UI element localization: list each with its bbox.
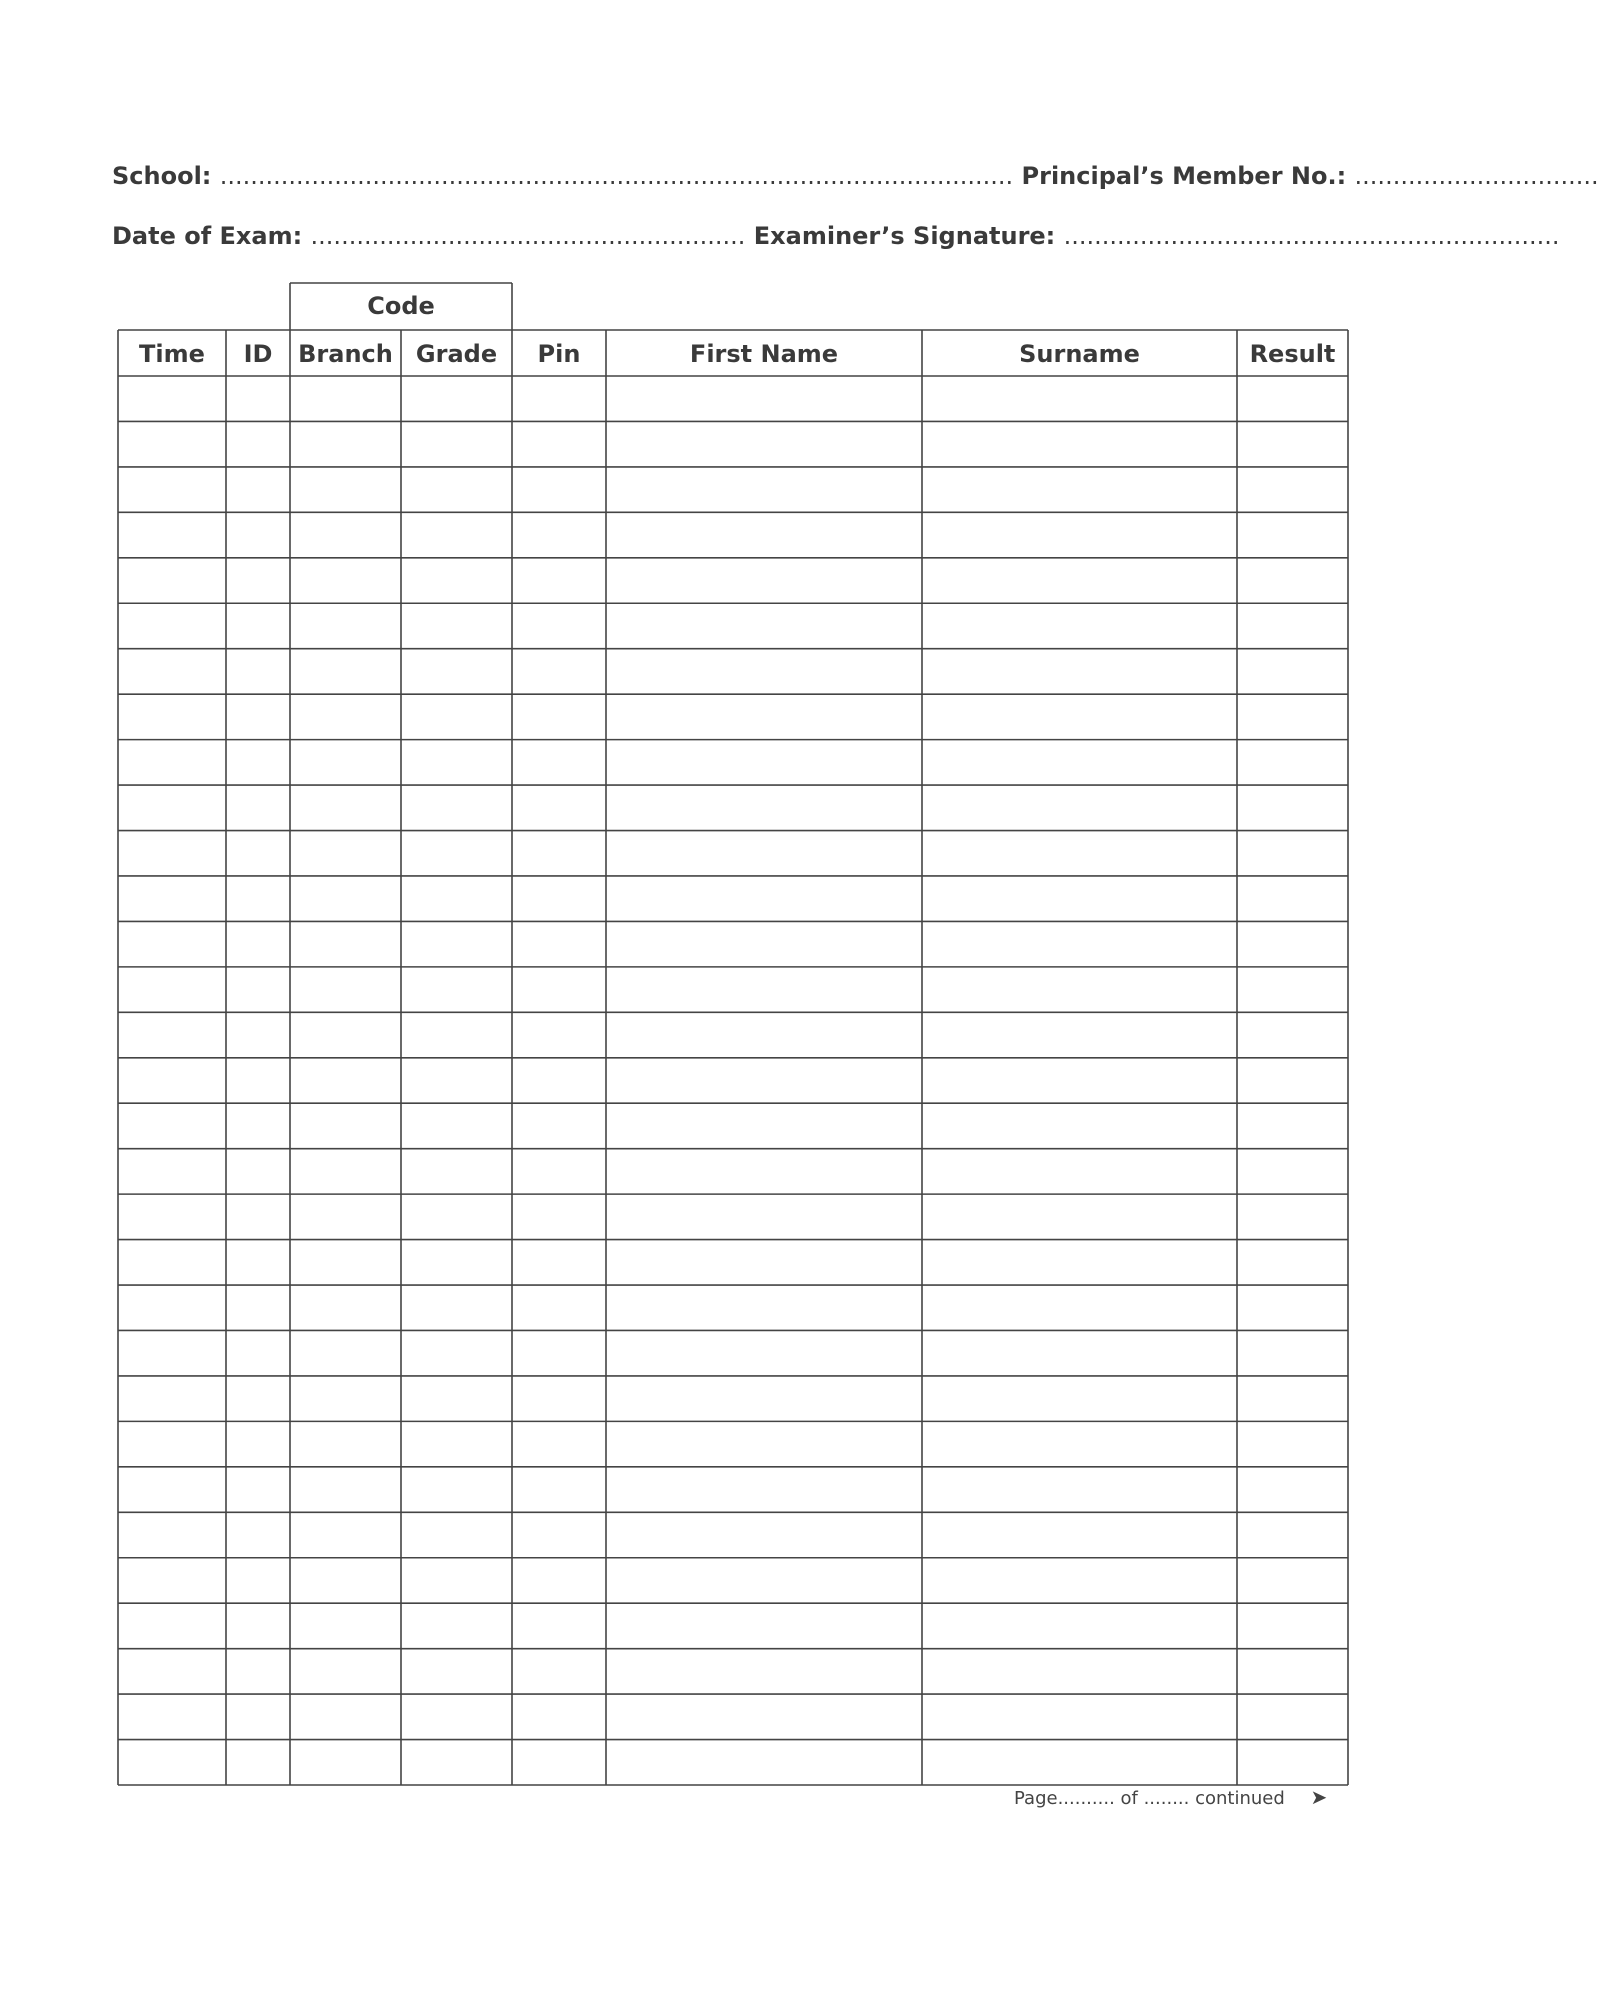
column-header-branch: Branch [298,340,393,368]
principal-member-label: Principal’s Member No.: [1021,162,1347,190]
column-header-first-name: First Name [689,340,839,368]
code-group-header: Code [367,292,435,320]
column-header-time: Time [139,340,205,368]
page-counter-text: Page.......... of ........ continued [1014,1788,1285,1809]
continue-arrow-icon: ➤ [1310,1785,1328,1809]
page-footer [1014,1785,1327,1809]
examiner-signature-label: Examiner’s Signature: [753,222,1056,250]
examiner-signature-field[interactable]: ................................................................. [1063,222,1560,250]
school-label: School: [112,162,212,190]
exam-date-field[interactable]: ......................................................... [310,222,746,250]
column-header-grade: Grade [415,340,498,368]
column-header-result: Result [1249,340,1336,368]
school-field[interactable]: ........................................................................................................ [219,162,1014,190]
column-header-surname: Surname [1019,340,1140,368]
column-header-id: ID [243,340,273,368]
exam-date-label: Date of Exam: [112,222,303,250]
principal-member-field[interactable]: ................................ [1354,162,1599,190]
column-header-pin: Pin [537,340,581,368]
